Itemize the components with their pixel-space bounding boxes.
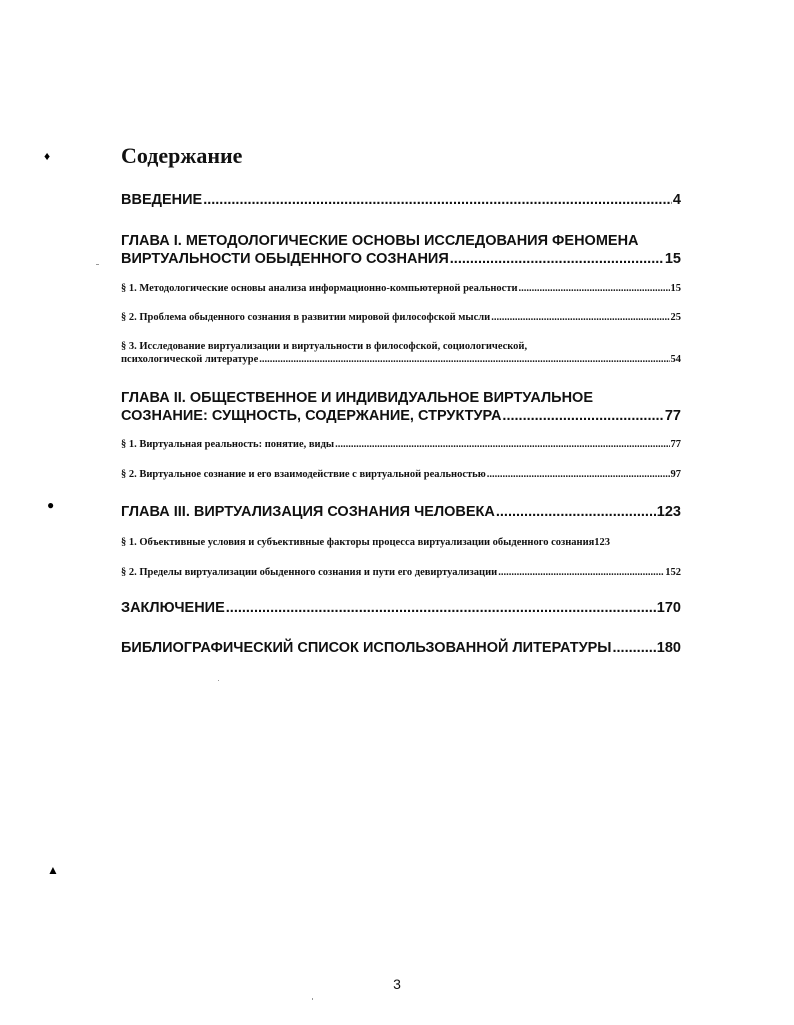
toc-entry-text: § 2. Проблема обыденного сознания в развитии мировой философской мысли — [121, 312, 491, 323]
toc-entry-text: § 3. Исследование виртуализации и виртуальности в философской, социологической, — [121, 341, 528, 352]
toc-entry-ch2-section-2[interactable] — [121, 468, 681, 481]
toc-entry-ch3-section-1[interactable] — [121, 536, 701, 549]
dot-leader — [259, 353, 669, 366]
toc-entry-text: § 1. Виртуальная реальность: понятие, виды — [121, 439, 335, 450]
toc-page-number: 170 — [656, 600, 681, 616]
toc-entry-ch1-section-1[interactable] — [121, 282, 681, 295]
page-title: Содержание — [121, 143, 243, 168]
toc-page-number: 15 — [670, 283, 681, 294]
toc-entry-introduction[interactable] — [121, 191, 681, 209]
toc-page-number: 4 — [672, 192, 681, 208]
toc-entry-text: § 1. Методологические основы анализа информационно-компьютерной реальности — [121, 283, 518, 294]
margin-mark-1: ♦ — [44, 149, 51, 163]
toc-page-number: 15 — [664, 251, 681, 267]
dot-leader — [491, 311, 669, 324]
toc-entry-ch3-section-2[interactable] — [121, 566, 681, 579]
toc-entry-chapter-2[interactable] — [121, 389, 681, 425]
dot-leader — [519, 282, 670, 295]
toc-entry-text: § 2. Пределы виртуализации обыденного сознания и пути его девиртуализации — [121, 567, 498, 578]
toc-page-number: 54 — [670, 354, 681, 365]
toc-page-number: 97 — [670, 469, 681, 480]
toc-entry-ch1-section-2[interactable] — [121, 311, 681, 324]
dot-leader — [613, 639, 656, 657]
toc-entry-line2 — [121, 250, 681, 268]
toc-entry-text: § 1. Объективные условия и субъективные факторы процесса виртуализации обыденного сознания — [121, 537, 595, 548]
toc-entry-text: ВВЕДЕНИЕ — [121, 192, 203, 208]
dot-leader — [203, 191, 672, 209]
scan-speck — [312, 998, 313, 1000]
toc-entry-text: § 2. Виртуальное сознание и его взаимодействие с виртуальной реальностью — [121, 469, 486, 480]
page-number: 3 — [393, 976, 401, 992]
toc-entry-ch1-section-3[interactable] — [121, 340, 681, 366]
dot-leader — [487, 468, 670, 481]
toc-entry-conclusion[interactable] — [121, 599, 681, 617]
toc-entry-bibliography[interactable] — [121, 639, 681, 657]
dot-leader — [450, 250, 664, 268]
toc-entry-text: БИБЛИОГРАФИЧЕСКИЙ СПИСОК ИСПОЛЬЗОВАННОЙ ЛИТЕРАТУРЫ — [121, 640, 612, 656]
toc-entry-line2 — [121, 353, 681, 366]
toc-entry-text: ГЛАВА II. ОБЩЕСТВЕННОЕ И ИНДИВИДУАЛЬНОЕ ВИРТУАЛЬНОЕ — [121, 390, 593, 406]
dot-leader — [226, 599, 656, 617]
scan-speck — [96, 264, 99, 265]
toc-entry-text: ВИРТУАЛЬНОСТИ ОБЫДЕННОГО СОЗНАНИЯ — [121, 251, 449, 267]
toc-page-number: 25 — [670, 312, 681, 323]
toc-entry-ch2-section-1[interactable] — [121, 438, 681, 451]
dot-leader — [335, 438, 669, 451]
margin-mark-3: ▲ — [47, 863, 59, 877]
dot-leader — [496, 503, 656, 521]
toc-entry-chapter-1[interactable] — [121, 232, 681, 268]
scan-speck — [218, 680, 219, 681]
toc-page-number: 180 — [656, 640, 681, 656]
toc-entry-chapter-3[interactable] — [121, 503, 681, 521]
dot-leader — [498, 566, 664, 579]
toc-entry-line2 — [121, 407, 681, 425]
toc-page-number: 123 — [656, 504, 681, 520]
dot-leader — [502, 407, 663, 425]
toc-entry-text: СОЗНАНИЕ: СУЩНОСТЬ, СОДЕРЖАНИЕ, СТРУКТУРА — [121, 408, 502, 424]
toc-entry-text: ЗАКЛЮЧЕНИЕ — [121, 600, 225, 616]
margin-mark-2: ● — [47, 498, 55, 512]
toc-page-number: 77 — [664, 408, 681, 424]
toc-entry-text: ГЛАВА III. ВИРТУАЛИЗАЦИЯ СОЗНАНИЯ ЧЕЛОВЕКА — [121, 504, 495, 520]
toc-page-number: 152 — [665, 567, 681, 578]
toc-page-number: 77 — [670, 439, 681, 450]
toc-entry-text: психологической литературе — [121, 354, 259, 365]
toc-entry-text: ГЛАВА I. МЕТОДОЛОГИЧЕСКИЕ ОСНОВЫ ИССЛЕДОВАНИЯ ФЕНОМЕНА — [121, 233, 639, 249]
toc-page-number: 123 — [594, 537, 611, 548]
